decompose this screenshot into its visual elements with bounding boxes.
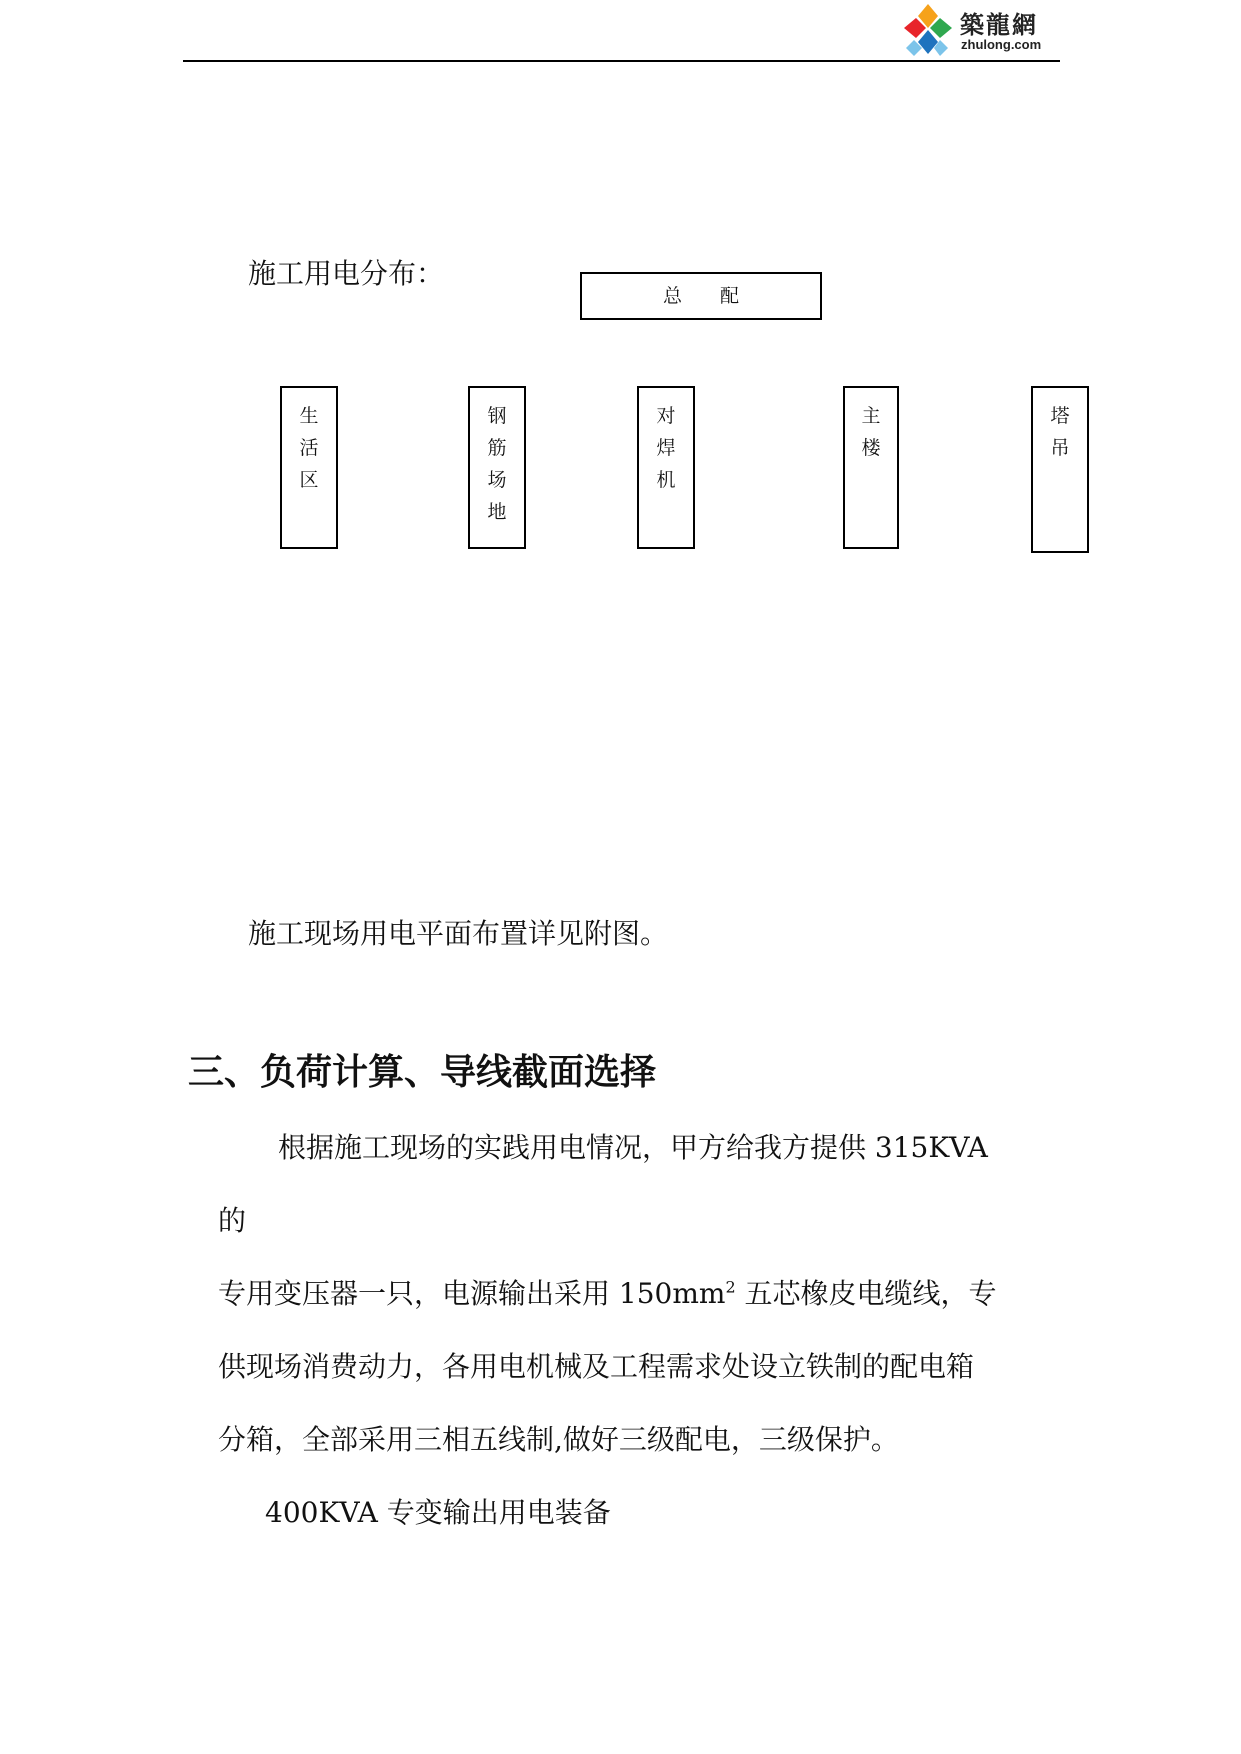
sub-box-char: 机: [656, 469, 676, 491]
header-rule: [183, 60, 1060, 62]
sub-box-char: 焊: [656, 437, 676, 459]
sub-box-char: 生: [299, 405, 319, 427]
paragraph-line: [218, 1272, 997, 1312]
sub-box-living-area: [280, 386, 338, 549]
sub-box-char: 区: [299, 469, 319, 491]
paragraph-line: 根据施工现场的实践用电情况，甲方给我方提供 315KVA: [278, 1131, 988, 1164]
sub-box-char: 场: [487, 469, 507, 491]
sub-box-butt-welder: [637, 386, 695, 549]
paragraph-line: 400KVA 专变输出用电装备: [265, 1496, 611, 1529]
sub-box-rebar-yard: [468, 386, 526, 549]
sub-box-char: 楼: [861, 437, 881, 459]
zhulong-logo: [898, 2, 1068, 58]
zhulong-logo-icon: [898, 2, 958, 58]
layout-note: 施工现场用电平面布置详见附图。: [248, 917, 669, 950]
paragraph-line: 的: [218, 1204, 247, 1237]
sub-box-char: 活: [299, 437, 319, 459]
superscript-two: 2: [725, 1277, 736, 1297]
sub-box-char: 对: [656, 405, 676, 427]
sub-box-char: 地: [487, 501, 507, 523]
sub-box-char: 筋: [487, 437, 507, 459]
paragraph-text: 专用变压器一只，电源输出采用 150mm: [218, 1277, 726, 1310]
sub-box-char: 吊: [1050, 437, 1070, 459]
section-heading: 三、负荷计算、导线截面选择: [188, 1052, 657, 1093]
paragraph-text: 五芯橡皮电缆线，专: [735, 1277, 997, 1310]
sub-box-char: 主: [861, 405, 881, 427]
logo-chinese-text: 築龍網: [960, 11, 1038, 39]
sub-box-char: 塔: [1050, 405, 1070, 427]
sub-box-tower-crane: [1031, 386, 1089, 553]
main-distribution-box: 总配: [580, 272, 822, 320]
logo-english-text: zhulong.com: [961, 37, 1042, 52]
paragraph-line: 供现场消费动力，各用电机械及工程需求处设立铁制的配电箱: [218, 1350, 975, 1383]
distribution-label: 施工用电分布：: [248, 257, 445, 290]
sub-box-char: 钢: [487, 405, 507, 427]
sub-box-main-building: [843, 386, 899, 549]
paragraph-line: 分箱，全部采用三相五线制,做好三级配电，三级保护。: [218, 1423, 899, 1456]
